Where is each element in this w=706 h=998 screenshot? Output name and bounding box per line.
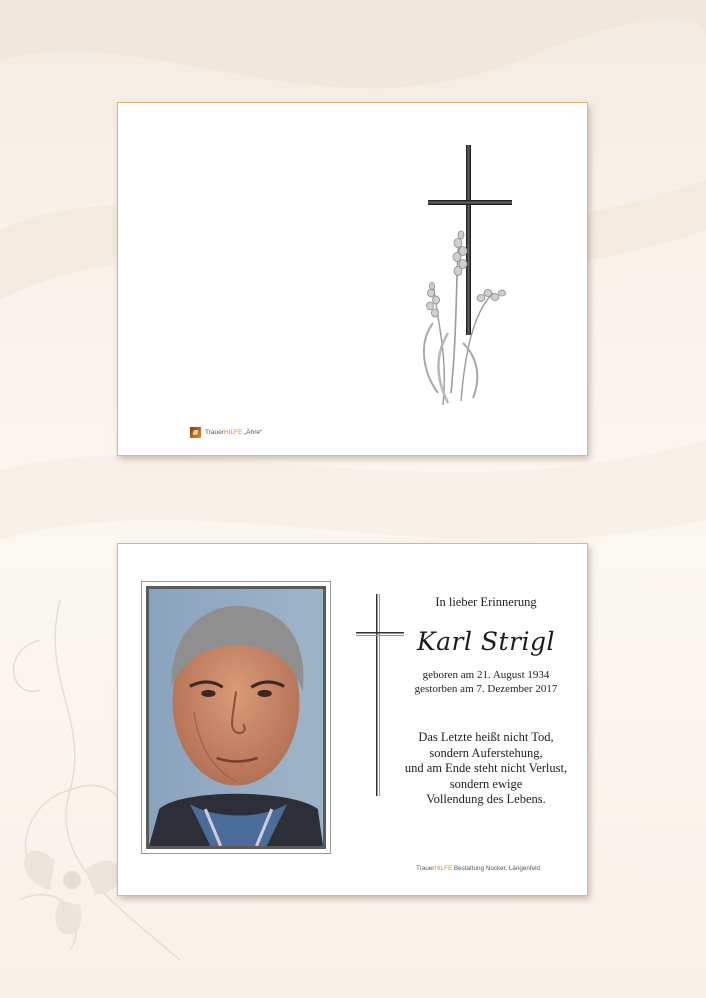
card-inner xyxy=(117,543,588,896)
brand-credit-front: TrauerHILFE „Ähre“ xyxy=(190,427,262,438)
verse-line: Vollendung des Lebens. xyxy=(426,792,546,806)
portrait-photo xyxy=(149,589,323,846)
verse-line: und am Ende steht nicht Verlust, xyxy=(404,761,568,775)
cross-icon xyxy=(428,145,512,335)
verse-line: sondern Auferstehung, xyxy=(429,745,543,760)
memorial-verse xyxy=(400,730,572,808)
brand-credit-inner: TrauerHILFE Bestattung Nocker, Längenfeld xyxy=(416,865,541,872)
verse-line: sondern ewige xyxy=(449,776,523,791)
life-dates xyxy=(400,668,572,696)
death-date: gestorben am 7. Dezember 2017 xyxy=(414,683,558,695)
memorial-heading: In lieber Erinnerung xyxy=(435,595,537,609)
birth-date: geboren am 21. August 1934 xyxy=(422,669,550,681)
memorial-text xyxy=(400,584,572,808)
deceased-name: Karl Strigl xyxy=(416,627,556,656)
portrait-frame xyxy=(141,581,331,854)
card-front xyxy=(117,102,588,456)
wheat-icon xyxy=(424,231,506,405)
verse-line: Das Letzte heißt nicht Tod, xyxy=(418,730,554,744)
cross-wheat-illustration xyxy=(403,143,523,418)
brand-logo-icon xyxy=(190,427,201,438)
